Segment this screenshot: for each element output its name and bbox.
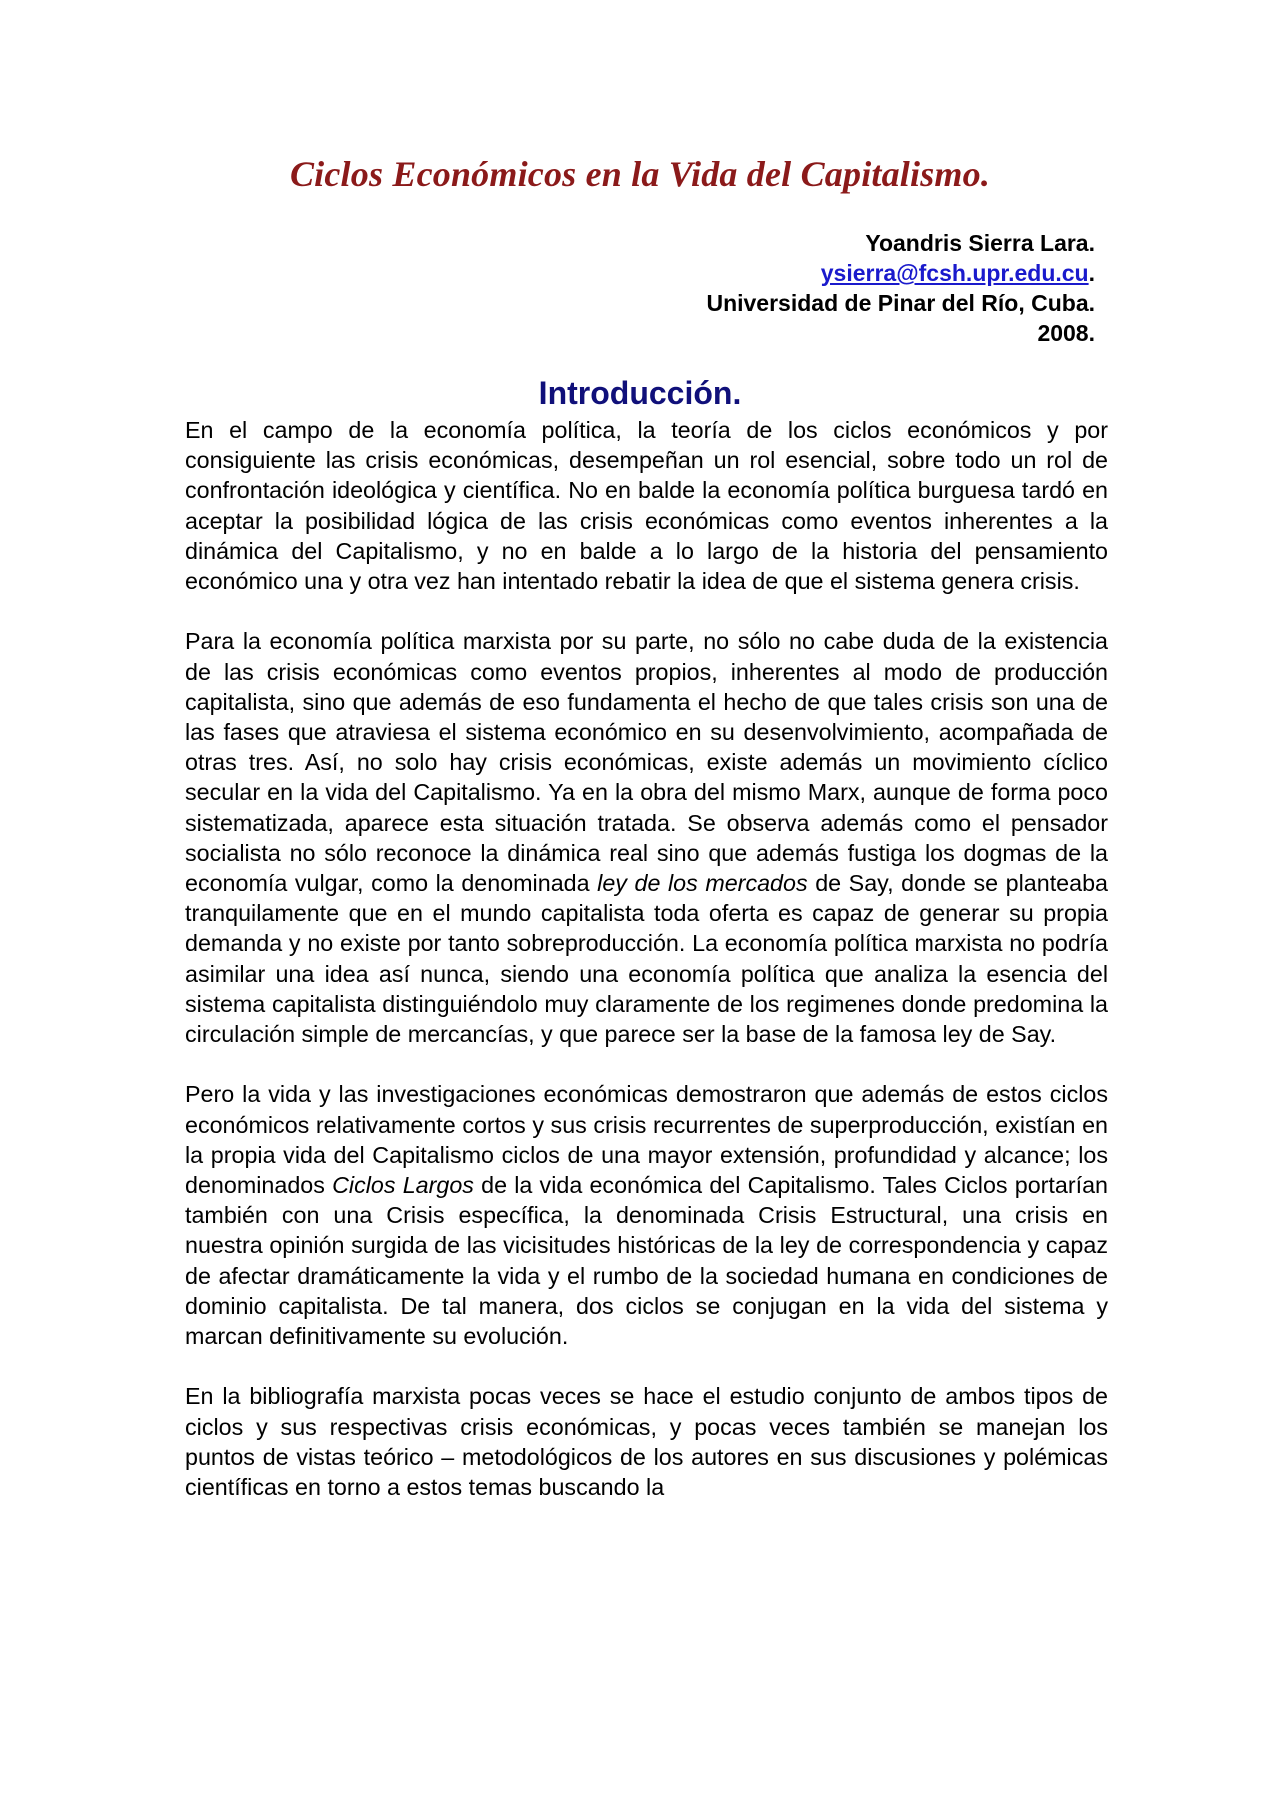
paragraph-2-text-before: Para la economía política marxista por su parte, no sólo no cabe duda de la existencia de las crisis económicas como eventos propios, inherentes al modo de producción capitalista, sino que además de eso fundamenta el hecho de que tales crisis son una de las fases que atraviesa el sistema económico en su desenvolvimiento, acompañada de otras tres. Así, no solo hay crisis económicas, existe además un movimiento cíclico secular en la vida del Capitalismo. Ya en la obra del mismo Marx, aunque de forma poco sistematizada, aparece esta situación tratada. Se observa además como el pensador socialista no sólo reconoce la dinámica real sino que además fustiga los dogmas de la economía vulgar, como la denominada bbox=[185, 628, 1108, 897]
paragraph-2-text-after: de Say, donde se planteaba tranquilamente que en el mundo capitalista toda oferta es capaz de generar su propia demanda y no existe por tanto sobreproducción. La economía política marxista no podría asimilar una idea así nunca, siendo una economía política que analiza la esencia del sistema capitalista distinguiéndolo muy claramente de los regimenes donde predomina la circulación simple de mercancías, y que parece ser la base de la famosa ley de Say. bbox=[185, 870, 1109, 1048]
section-heading: Introducción. bbox=[538, 375, 742, 411]
paragraph-2 bbox=[185, 626, 1108, 1049]
author-email-link[interactable]: ysierra@fcsh.upr.edu.cu bbox=[820, 260, 1089, 286]
paragraph-3-text-after: de la vida económica del Capitalismo. Tales Ciclos portarían también con una Crisis específica, la denominada Crisis Estructural, una crisis en nuestra opinión surgida de las vicisitudes históricas de la ley de correspondencia y capaz de afectar dramáticamente la vida y el rumbo de la sociedad humana en condiciones de dominio capitalista. De tal manera, dos ciclos se conjugan en la vida del sistema y marcan definitivamente su evolución. bbox=[185, 1172, 1108, 1350]
document-year: 2008. bbox=[1037, 320, 1095, 346]
author-affiliation: Universidad de Pinar del Río, Cuba. bbox=[706, 290, 1095, 316]
paragraph-3-text-before: Pero la vida y las investigaciones económicas demostraron que además de estos ciclos económicos relativamente cortos y sus crisis recurrentes de superproducción, existían en la propia vida del Capitalismo ciclos de una mayor extensión, profundidad y alcance; los denominados bbox=[185, 1081, 1108, 1199]
paragraph-4: En la bibliografía marxista pocas veces se hace el estudio conjunto de ambos tipos de ciclos y sus respectivas crisis económicas, y pocas veces también se manejan los puntos de vistas teórico – metodológicos de los autores en sus discusiones y polémicas científicas en torno a estos temas buscando la bbox=[185, 1383, 1108, 1501]
author-email-suffix: . bbox=[1088, 260, 1095, 286]
document-title: Ciclos Económicos en la Vida del Capitalismo. bbox=[289, 154, 991, 194]
author-block bbox=[706, 228, 1095, 348]
body-text bbox=[185, 415, 1108, 1502]
paragraph-2-emphasis: ley de los mercados bbox=[597, 870, 808, 897]
paragraph-1: En el campo de la economía política, la teoría de los ciclos económicos y por consiguiente las crisis económicas, desempeñan un rol esencial, sobre todo un rol de confrontación ideológica y científica. No en balde la economía política burguesa tardó en aceptar la posibilidad lógica de las crisis económicas como eventos inherentes a la dinámica del Capitalismo, y no en balde a lo largo de la historia del pensamiento económico una y otra vez han intentado rebatir la idea de que el sistema genera crisis. bbox=[185, 417, 1108, 595]
paragraph-3 bbox=[185, 1079, 1108, 1351]
paragraph-3-emphasis: Ciclos Largos bbox=[332, 1172, 474, 1199]
author-name: Yoandris Sierra Lara. bbox=[865, 230, 1095, 256]
author-email-line bbox=[706, 258, 1095, 288]
